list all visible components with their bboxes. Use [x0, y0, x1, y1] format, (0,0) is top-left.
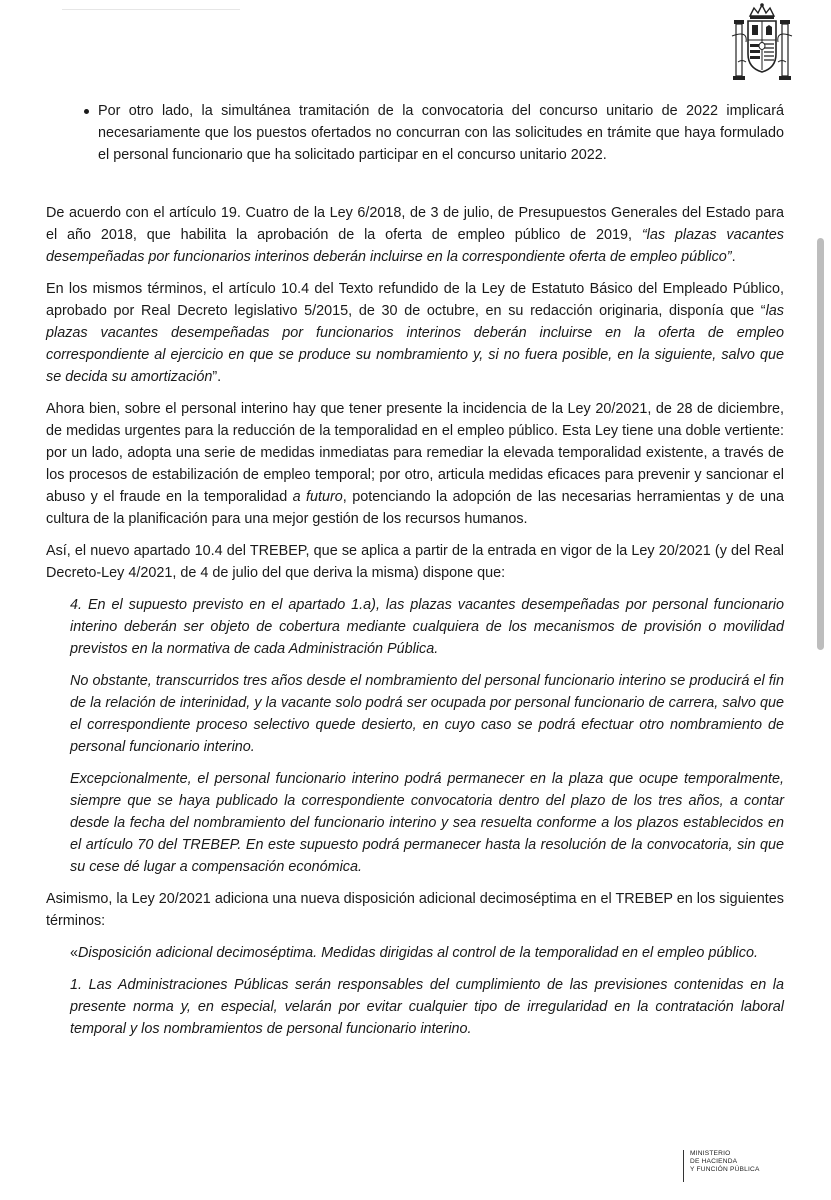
footer-divider: [683, 1150, 684, 1182]
quote-apartado-4: 4. En el supuesto previsto en el apartado 1.a), las plazas vacantes desempeñadas por personal funcionario interino deberán ser objeto de cobertura mediante cualquiera de los mecanismos de provisión o movilidad previstos en la normativa de cada Administración Pública.: [70, 597, 784, 657]
footer-line: MINISTERIO: [690, 1150, 731, 1157]
coat-of-arms-icon: [728, 2, 796, 88]
footer-line: Y FUNCIÓN PÚBLICA: [690, 1166, 760, 1173]
quote-excepcionalmente: Excepcionalmente, el personal funcionario interino podrá permanecer en la plaza que ocupe temporalmente, siempre que se haya publicado la correspondiente convocatoria dentro del plazo de los tres años, a contar desde la fecha del nombramiento del funcionario interino y sea resuelta conforme a los plazos establecidos en el artículo 70 del TREBEP. En este supuesto podrá permanecer hasta la resolución de la convocatoria, sin que su cese dé lugar a compensación económica.: [70, 771, 784, 875]
quote-no-obstante: No obstante, transcurridos tres años desde el nombramiento del personal funcionario interino se producirá el fin de la relación de interinidad, y la vacante solo podrá ser ocupada por personal funcionario de carrera, salvo que el correspondiente proceso selectivo quede desierto, en cuyo caso se podrá efectuar otro nombramiento de personal funcionario interino.: [70, 673, 784, 755]
document-body: [46, 100, 784, 1040]
paragraph-trebep-10-4: En los mismos términos, el artículo 10.4 del Texto refundido de la Ley de Estatuto Básico del Empleado Público, aprobado por Real Decreto legislativo 5/2015, de 30 de octubre, en su redacción originaria, disponía que “las plazas vacantes desempeñadas por funcionarios interinos deberán incluirse en la oferta de empleo correspondiente al ejercicio en que se produce su nombramiento y, si no fuera posible, en la siguiente, salvo que se decida su amortización”.: [46, 281, 784, 385]
bullet-text: Por otro lado, la simultánea tramitación de la convocatoria del concurso unitario de 2022 implicará necesariamente que los puestos ofertados no concurran con las solicitudes en trámite que haya formulado el personal funcionario que ha solicitado participar en el concurso unitario 2022.: [98, 103, 784, 163]
quoted-text: las plazas vacantes desempeñadas por funcionarios interinos deberán incluirse en la oferta de empleo correspondiente al ejercicio en que se produce su nombramiento y, si no fuera posible, en la siguiente, salvo que se decida su amortización: [46, 303, 784, 385]
ministry-footer: [683, 1150, 760, 1182]
bullet-paragraph: [46, 100, 784, 166]
quote-disposicion-title: «Disposición adicional decimoséptima. Medidas dirigidas al control de la temporalidad en el empleo público.: [70, 945, 758, 961]
paragraph-nuevo-apartado: Así, el nuevo apartado 10.4 del TREBEP, que se aplica a partir de la entrada en vigor de la Ley 20/2021 (y del Real Decreto-Ley 4/2021, de 4 de julio del que deriva la misma) dispone que:: [46, 543, 784, 581]
bullet-icon: [84, 109, 89, 114]
footer-line: DE HACIENDA: [690, 1158, 738, 1165]
paragraph-ley-6-2018: De acuerdo con el artículo 19. Cuatro de la Ley 6/2018, de 3 de julio, de Presupuestos Generales del Estado para el año 2018, que habilita la aprobación de la oferta de empleo público de 2019, “las plazas vacantes desempeñadas por funcionarios interinos deberán incluirse en la correspondiente oferta de empleo público”.: [46, 205, 784, 265]
paragraph-asimismo: Asimismo, la Ley 20/2021 adiciona una nueva disposición adicional decimoséptima en el TREBEP en los siguientes términos:: [46, 891, 784, 929]
top-divider: [62, 9, 240, 10]
quote-disposicion-1: 1. Las Administraciones Públicas serán responsables del cumplimiento de las previsiones contenidas en la presente norma y, en especial, velarán por evitar cualquier tipo de irregularidad en la contratación laboral temporal y los nombramientos de personal funcionario interino.: [70, 977, 784, 1037]
scrollbar[interactable]: [817, 238, 824, 650]
quoted-text: “las plazas vacantes desempeñadas por funcionarios interinos deberán incluirse en la correspondiente oferta de empleo público”: [46, 227, 784, 265]
emphasis-text: a futuro: [292, 489, 343, 505]
paragraph-ley-20-2021: Ahora bien, sobre el personal interino hay que tener presente la incidencia de la Ley 20/2021, de 28 de diciembre, de medidas urgentes para la reducción de la temporalidad en el empleo público. Esta Ley tiene una doble vertiente: por un lado, adopta una serie de medidas inmediatas para remediar la elevada temporalidad existente, a través de los procesos de estabilización de empleo temporal; por otro, articula medidas eficaces para prevenir y sancionar el abuso y el fraude en la temporalidad a futuro, potenciando la adopción de las necesarias herramientas y de una cultura de la planificación para una mejor gestión de los recursos humanos.: [46, 401, 784, 527]
